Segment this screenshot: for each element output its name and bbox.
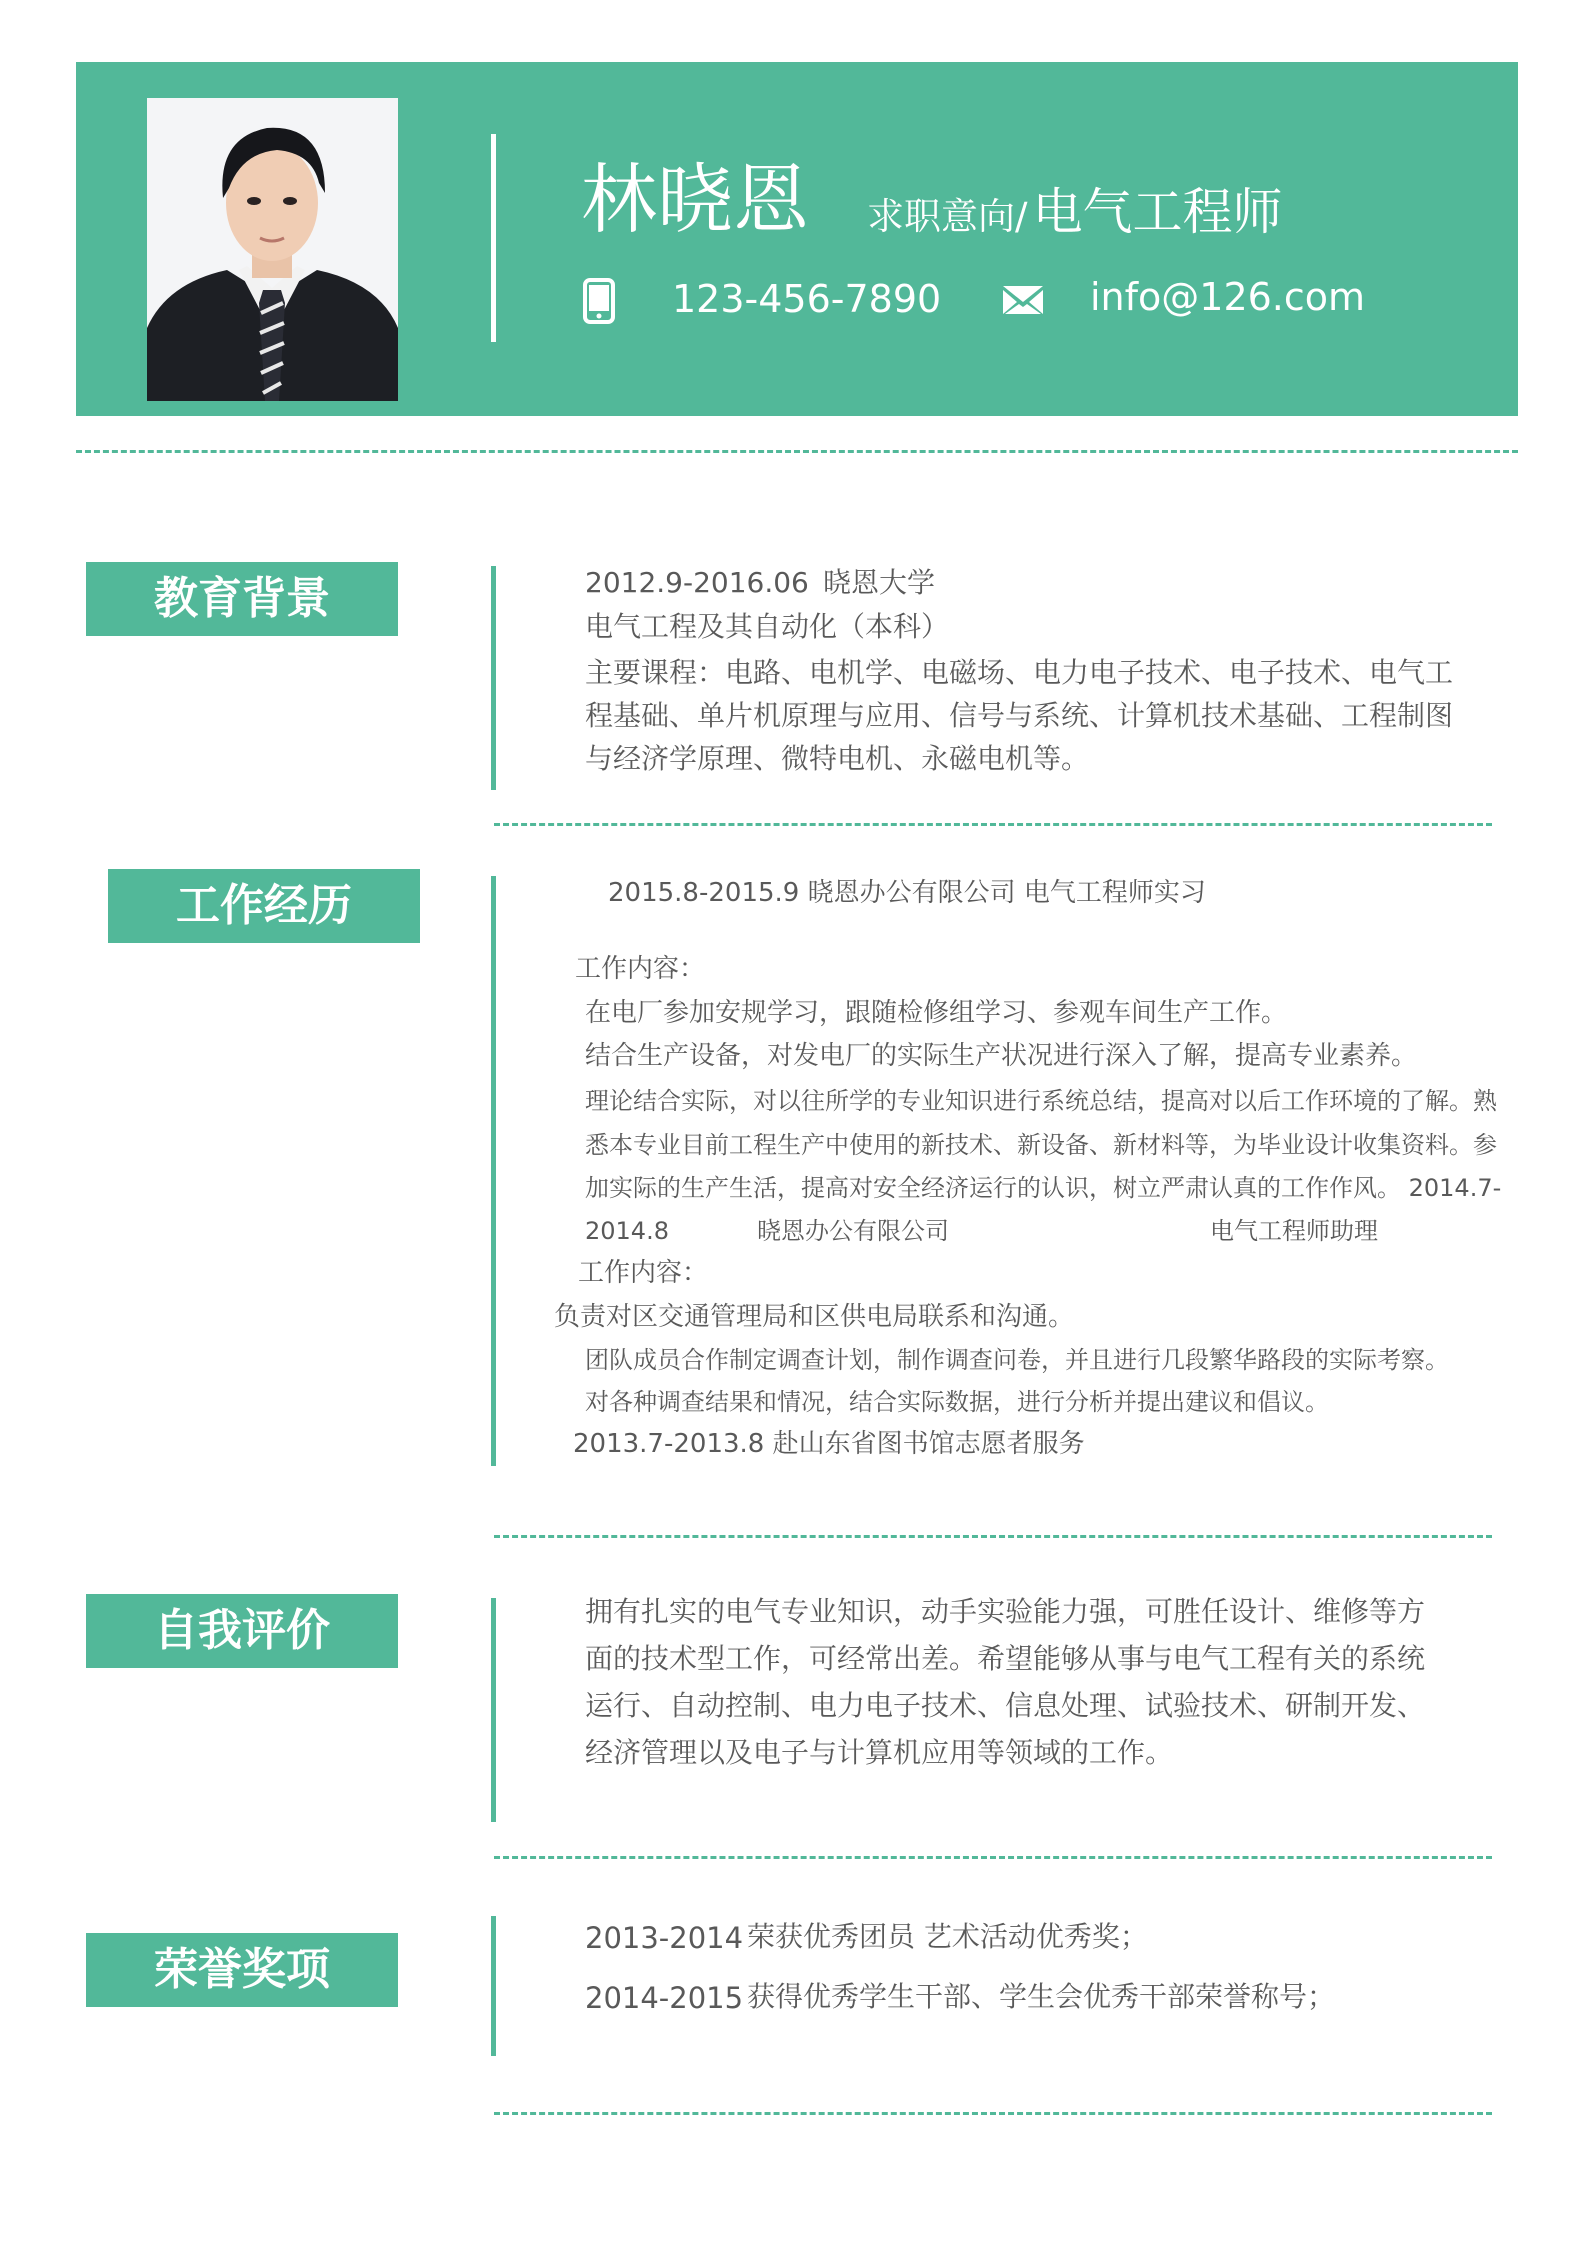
self-line: 运行、自动控制、电力电子技术、信息处理、试验技术、研制开发、	[585, 1689, 1426, 1722]
job2-company: 晓恩办公有限公司	[757, 1217, 949, 1245]
section-label-honors: 荣誉奖项	[86, 1933, 398, 2007]
honors-dashed-divider	[494, 2112, 1492, 2115]
honor-period: 2014-2015	[585, 1981, 744, 2015]
education-courses-line: 程基础、单片机原理与应用、信号与系统、计算机技术基础、工程制图	[585, 699, 1454, 732]
job1-header: 2015.8-2015.9 晓恩办公有限公司 电气工程师实习	[608, 878, 1206, 908]
self-line: 面的技术型工作，可经常出差。希望能够从事与电气工程有关的系统	[585, 1642, 1426, 1675]
education-vline	[491, 566, 496, 790]
job2-content-label: 工作内容：	[578, 1258, 709, 1288]
job2-period: 2014.8	[585, 1217, 669, 1245]
self-line: 拥有扎实的电气专业知识，动手实验能力强，可胜任设计、维修等方	[585, 1595, 1426, 1628]
self-line: 经济管理以及电子与计算机应用等领域的工作。	[585, 1736, 1174, 1769]
phone-icon	[583, 278, 615, 324]
education-dashed-divider	[494, 823, 1492, 826]
job2-role: 电气工程师助理	[1210, 1217, 1378, 1245]
honors-vline	[491, 1916, 496, 2056]
header-dashed-divider	[76, 450, 1518, 453]
education-courses-line: 与经济学原理、微特电机、永磁电机等。	[585, 742, 1090, 775]
job1-line: 悉本专业目前工程生产中使用的新技术、新设备、新材料等，为毕业设计收集资料。参	[585, 1131, 1497, 1159]
job1-line: 理论结合实际，对以往所学的专业知识进行系统总结，提高对以后工作环境的了解。熟	[585, 1087, 1497, 1115]
job2-line: 对各种调查结果和情况，结合实际数据，进行分析并提出建议和倡议。	[585, 1388, 1329, 1416]
job1-line: 结合生产设备，对发电厂的实际生产状况进行深入了解，提高专业素养。	[585, 1041, 1418, 1071]
honor-text: 获得优秀学生干部、学生会优秀干部荣誉称号；	[747, 1980, 1336, 2013]
job1-content-label: 工作内容：	[575, 954, 706, 984]
profile-photo	[147, 98, 398, 401]
job2-line: 团队成员合作制定调查计划，制作调查问卷，并且进行几段繁华路段的实际考察。	[585, 1346, 1449, 1374]
job-intent-value: 电气工程师	[1032, 183, 1283, 241]
header-divider	[491, 134, 496, 342]
job3-line: 2013.7-2013.8 赴山东省图书馆志愿者服务	[573, 1429, 1085, 1459]
education-school: 晓恩大学	[823, 566, 936, 599]
section-label-work: 工作经历	[108, 869, 420, 943]
job-intent-label: 求职意向/	[867, 195, 1028, 238]
email-address: info@126.com	[1090, 275, 1366, 319]
phone-number: 123-456-7890	[672, 277, 942, 321]
section-label-self: 自我评价	[86, 1594, 398, 1668]
header-banner	[76, 62, 1518, 416]
candidate-name: 林晓恩	[581, 155, 809, 244]
education-major: 电气工程及其自动化（本科）	[585, 610, 950, 643]
job2-line: 负责对区交通管理局和区供电局联系和沟通。	[554, 1302, 1075, 1332]
honor-period: 2013-2014	[585, 1921, 744, 1955]
self-dashed-divider	[494, 1856, 1492, 1859]
job1-line: 加实际的生产生活，提高对安全经济运行的认识，树立严肃认真的工作作风。 2014.7-	[585, 1174, 1502, 1202]
job1-line: 在电厂参加安规学习，跟随检修组学习、参观车间生产工作。	[585, 998, 1288, 1028]
education-period: 2012.9-2016.06	[585, 566, 809, 599]
work-dashed-divider	[494, 1535, 1492, 1538]
self-vline	[491, 1598, 496, 1822]
section-label-education: 教育背景	[86, 562, 398, 636]
education-courses-line: 主要课程：电路、电机学、电磁场、电力电子技术、电子技术、电气工	[585, 656, 1454, 689]
job-intent	[867, 182, 1283, 254]
work-vline	[491, 876, 496, 1466]
mail-icon	[1003, 286, 1043, 314]
honor-text: 荣获优秀团员 艺术活动优秀奖；	[747, 1920, 1148, 1953]
